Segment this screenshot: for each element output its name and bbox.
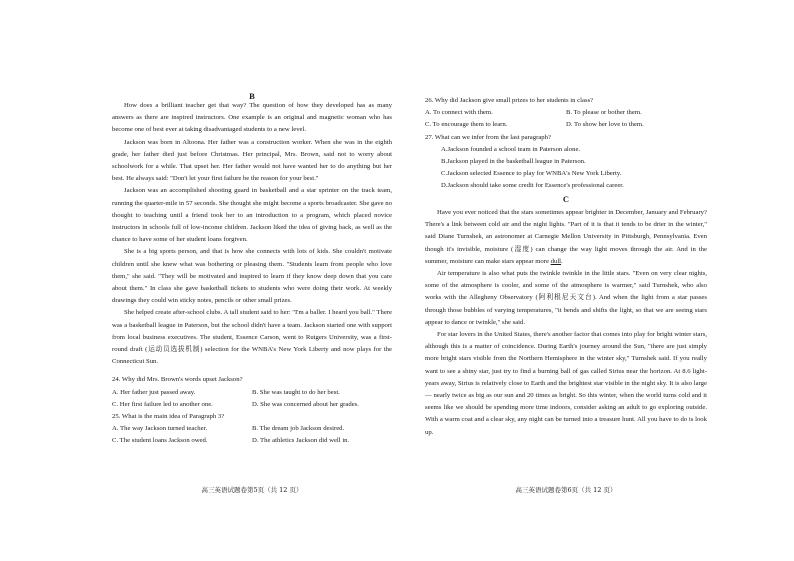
option[interactable]: B. She was taught to do her best. [252, 388, 340, 396]
option[interactable]: B. The dream job Jackson desired. [252, 425, 345, 433]
passage-paragraph: Air temperature is also what puts the twinkle twinkle in the little stars. "Even on very clear nights, some of the atmosphere is cooler, and some of the atmosphere is warmer," said Turnshek, who also works with the Allegheny Observatory (阿利根尼天文台). And when the light from a star passes through those bubbles of varying temperatures, "it bends and shifts the light, so that we are seeing stars appear to dance or twinkle," she said. [425, 270, 707, 326]
passage-paragraph [425, 207, 707, 268]
paragraph-text: Have you ever noticed that the stars sometimes appear brighter in December, January and February? There's a link between cold air and the night lights. "Part of it is that it tends to be drier in the winter," said Diane Turnshek, an astronomer at Carnegie Mellon University in Pittsburgh, Pennsylvania. Even though it's invisible, moisture (湿度) can change the way light moves through the air. And in the summer, moisture can make stars appear more [425, 209, 707, 265]
option[interactable]: C. To encourage them to learn. [425, 121, 508, 129]
left-page [112, 0, 392, 561]
passage-paragraph: For star lovers in the United States, there's another factor that comes into play for bright winter stars, although this is a matter of coincidence. During Earth's journey around the Sun, "there are just simply more bright stars visible from the Northern Hemisphere in the winter sky," Turnshek said. If you really want to see a shiny star, just try to find a burning ball of gas called Sirius near the horizon. At 8.6 light-years away, Sirius is relatively close to Earth and the brightest star visible in the night sky. It is also large — nearly twice as big as our sun and 20 times as bright. So this winter, when the world turns cold and it seems like we should be spending more time indoors, consider asking an adult to go exploring outside. With a warm coat and a clear sky, any night can be turned into a treasure hunt. All you have to do is look up. [425, 331, 707, 436]
right-page [425, 0, 707, 561]
underlined-word: dull [550, 257, 562, 265]
option[interactable]: A. To connect with them. [425, 109, 493, 117]
option[interactable]: C.Jackson selected Essence to play for WNBA's New York Liberty. [441, 170, 622, 178]
question-25: 25. What is the main idea of Paragraph 3? [112, 413, 225, 421]
section-heading-c: C [562, 194, 570, 204]
question-26: 26. Why did Jackson give small prizes to her students in class? [425, 97, 594, 104]
question-27: 27. What can we infer from the last paragraph? [425, 133, 551, 141]
page-footer: 高三英语试题卷第5页（共 12 页） [201, 486, 303, 494]
passage-paragraph: She helped create after-school clubs. A tall student said to her: "I'm a baller. I heard you ball." There was a basketball league in Paterson, but the school didn't have a team. Jackson started one with support from local business executives. The student, Essence Carson, went to Rutgers University, was a first-round draft (运动员选拔机制) selection for the WNBA's New York Liberty and now plays for the Connecticut Sun. [112, 309, 392, 366]
option[interactable]: C. The student loans Jackson owed. [112, 437, 208, 445]
passage-paragraph: Jackson was born in Altoona. Her father was a construction worker. When she was in the eighth grade, her father died just before Christmas. Her principal, Mrs. Brown, said not to worry about schoolwork for a while. That upset her. Her father would not have wanted her to do anything but her best. He always said: "Don't let your first failure be the reason for your best." [112, 138, 392, 183]
option[interactable]: D.Jackson should take some credit for Essence's professional career. [441, 182, 624, 190]
option[interactable]: A. The way Jackson turned teacher. [112, 425, 208, 433]
option[interactable]: A.Jackson founded a school team in Paterson alone. [441, 145, 581, 153]
right-passage [425, 207, 707, 439]
option[interactable]: B.Jackson played in the basketball league in Paterson. [441, 158, 586, 166]
question-26-options [425, 107, 707, 131]
option[interactable]: C. Her first failure led to another one. [112, 400, 213, 408]
option[interactable]: A. Her father just passed away. [112, 388, 196, 396]
question-25-options [112, 423, 392, 447]
option[interactable]: B. To please or bother them. [566, 109, 642, 117]
left-column [112, 100, 392, 448]
passage-paragraph: How does a brilliant teacher get that way? The question of how they developed has as many answers as there are inspired instructors. One example is an original and magnetic woman who has become one of best ever at taking disadvantaged students to a new level. [112, 102, 392, 134]
option[interactable]: D. The athletics Jackson did well in. [252, 437, 350, 445]
section-heading-b: B [249, 91, 255, 101]
page-footer: 高三英语试题卷第6页（共 12 页） [515, 486, 617, 494]
passage-paragraph: She is a big sports person, and that is how she connects with lots of kids. She couldn't motivate children until she knew what was bothering or pleasing them. "Students learn from people who love them," she said. "They will be motivated and inspired to learn if they know deep down that you care about them." In class she gave basketball tickets to students who were doing their work. At weekly drawings they could win sticky notes, pencils or other small prizes. [112, 248, 392, 305]
option[interactable]: D. To show her love to them. [566, 121, 644, 129]
passage-paragraph: Jackson was an accomplished shooting guard in basketball and a star sprinter on the track team, running the quarter-mile in 57 seconds. She thought she might become a sports broadcaster. She gave no thought to teaching until a friend took her to an introduction to a program, which placed novice instructors in schools full of low-income children. Jackson liked the idea of giving back, as well as the chance to have some of her student loans forgiven. [112, 187, 392, 244]
paragraph-end: . [561, 257, 563, 265]
question-24: 24. Why did Mrs. Brown's words upset Jackson? [112, 376, 243, 384]
question-24-options [112, 387, 392, 411]
right-questions [425, 95, 707, 193]
option[interactable]: D. She was concerned about her grades. [252, 400, 359, 408]
